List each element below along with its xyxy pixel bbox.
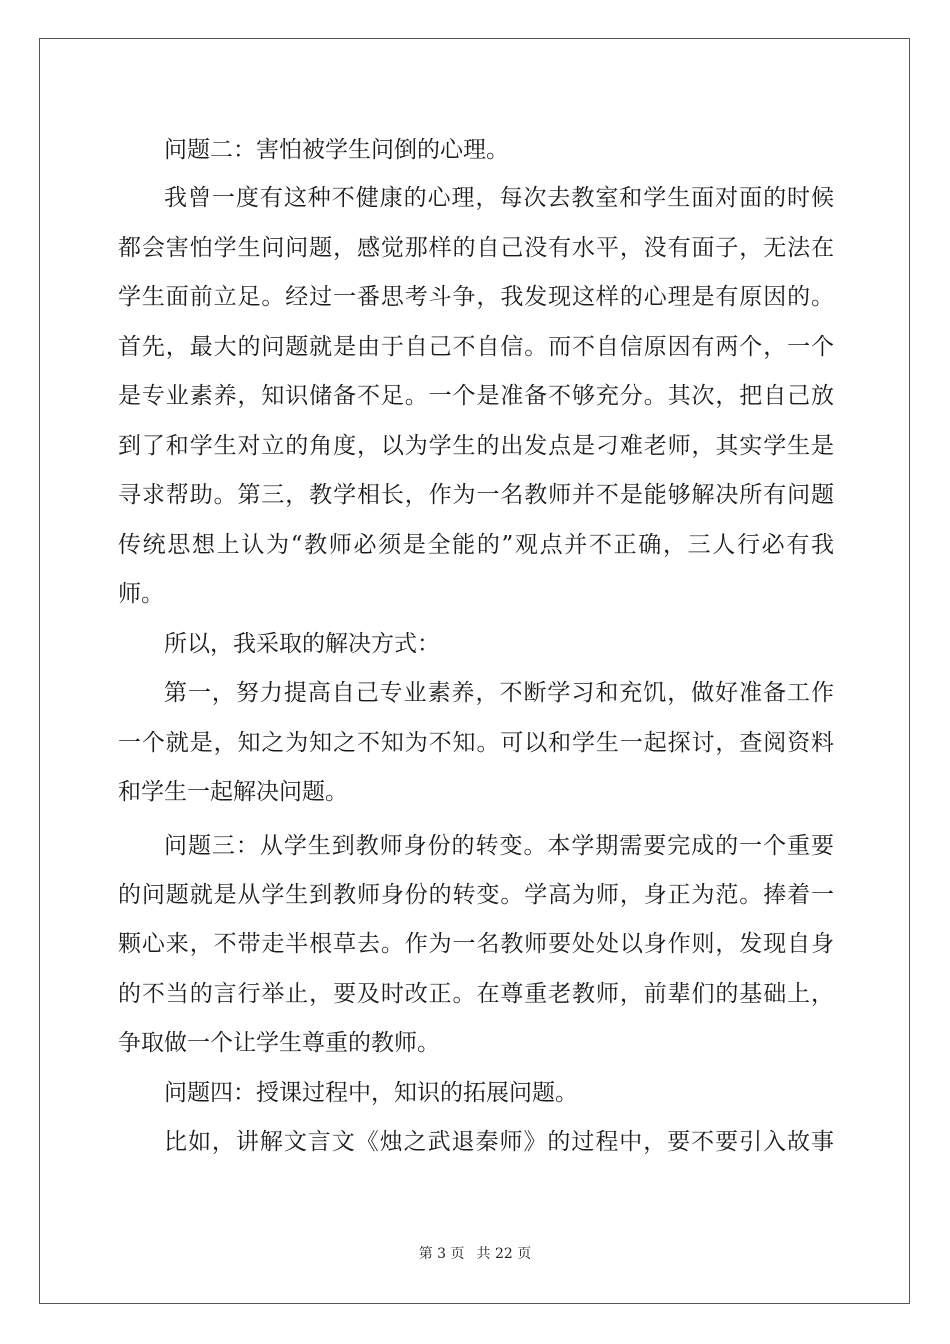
text-line: 的不当的言行举止，要及时改正。在尊重老教师，前辈们的基础上， (118, 981, 834, 1007)
text-line: 第一，努力提高自己专业素养，不断学习和充饥，做好准备工作 (164, 680, 834, 706)
text-line: 一个就是，知之为知之不知为不知。可以和学生一起探讨，查阅资料 (118, 730, 834, 756)
page-footer (0, 1244, 950, 1264)
text-line: 学生面前立足。经过一番思考斗争，我发现这样的心理是有原因的。 (118, 284, 834, 310)
text-line: 到了和学生对立的角度，以为学生的出发点是刁难老师，其实学生是 (118, 433, 834, 459)
page-number: 第 3 页 (418, 1246, 465, 1262)
text-line: 传统思想上认为“教师必须是全能的”观点并不正确，三人行必有我 (118, 532, 834, 558)
text-line: 都会害怕学生问问题，感觉那样的自己没有水平，没有面子，无法在 (118, 235, 834, 261)
text-line: 颗心来，不带走半根草去。作为一名教师要处处以身作则，发现自身 (118, 931, 834, 957)
text-line: 寻求帮助。第三，教学相长，作为一名教师并不是能够解决所有问题 (118, 482, 834, 508)
text-line: 我曾一度有这种不健康的心理，每次去教室和学生面对面的时候 (164, 185, 834, 211)
paragraph-heading-problem-2: 问题二：害怕被学生问倒的心理。 (164, 137, 509, 163)
page-total: 共 22 页 (476, 1246, 532, 1262)
text-line: 师。 (118, 581, 164, 607)
text-line: 首先，最大的问题就是由于自己不自信。而不自信原因有两个，一个 (118, 334, 834, 360)
text-line: 和学生一起解决问题。 (118, 779, 348, 805)
text-line: 的问题就是从学生到教师身份的转变。学高为师，身正为范。捧着一 (118, 882, 834, 908)
paragraph-heading-problem-4: 问题四：授课过程中，知识的拓展问题。 (164, 1080, 578, 1106)
text-line: 所以，我采取的解决方式： (164, 631, 440, 657)
text-line: 是专业素养，知识储备不足。一个是准备不够充分。其次，把自己放 (118, 383, 834, 409)
text-line: 争取做一个让学生尊重的教师。 (118, 1030, 440, 1056)
text-line: 比如，讲解文言文《烛之武退秦师》的过程中，要不要引入故事 (164, 1129, 834, 1155)
paragraph-heading-problem-3: 问题三：从学生到教师身份的转变。本学期需要完成的一个重要 (164, 833, 834, 859)
